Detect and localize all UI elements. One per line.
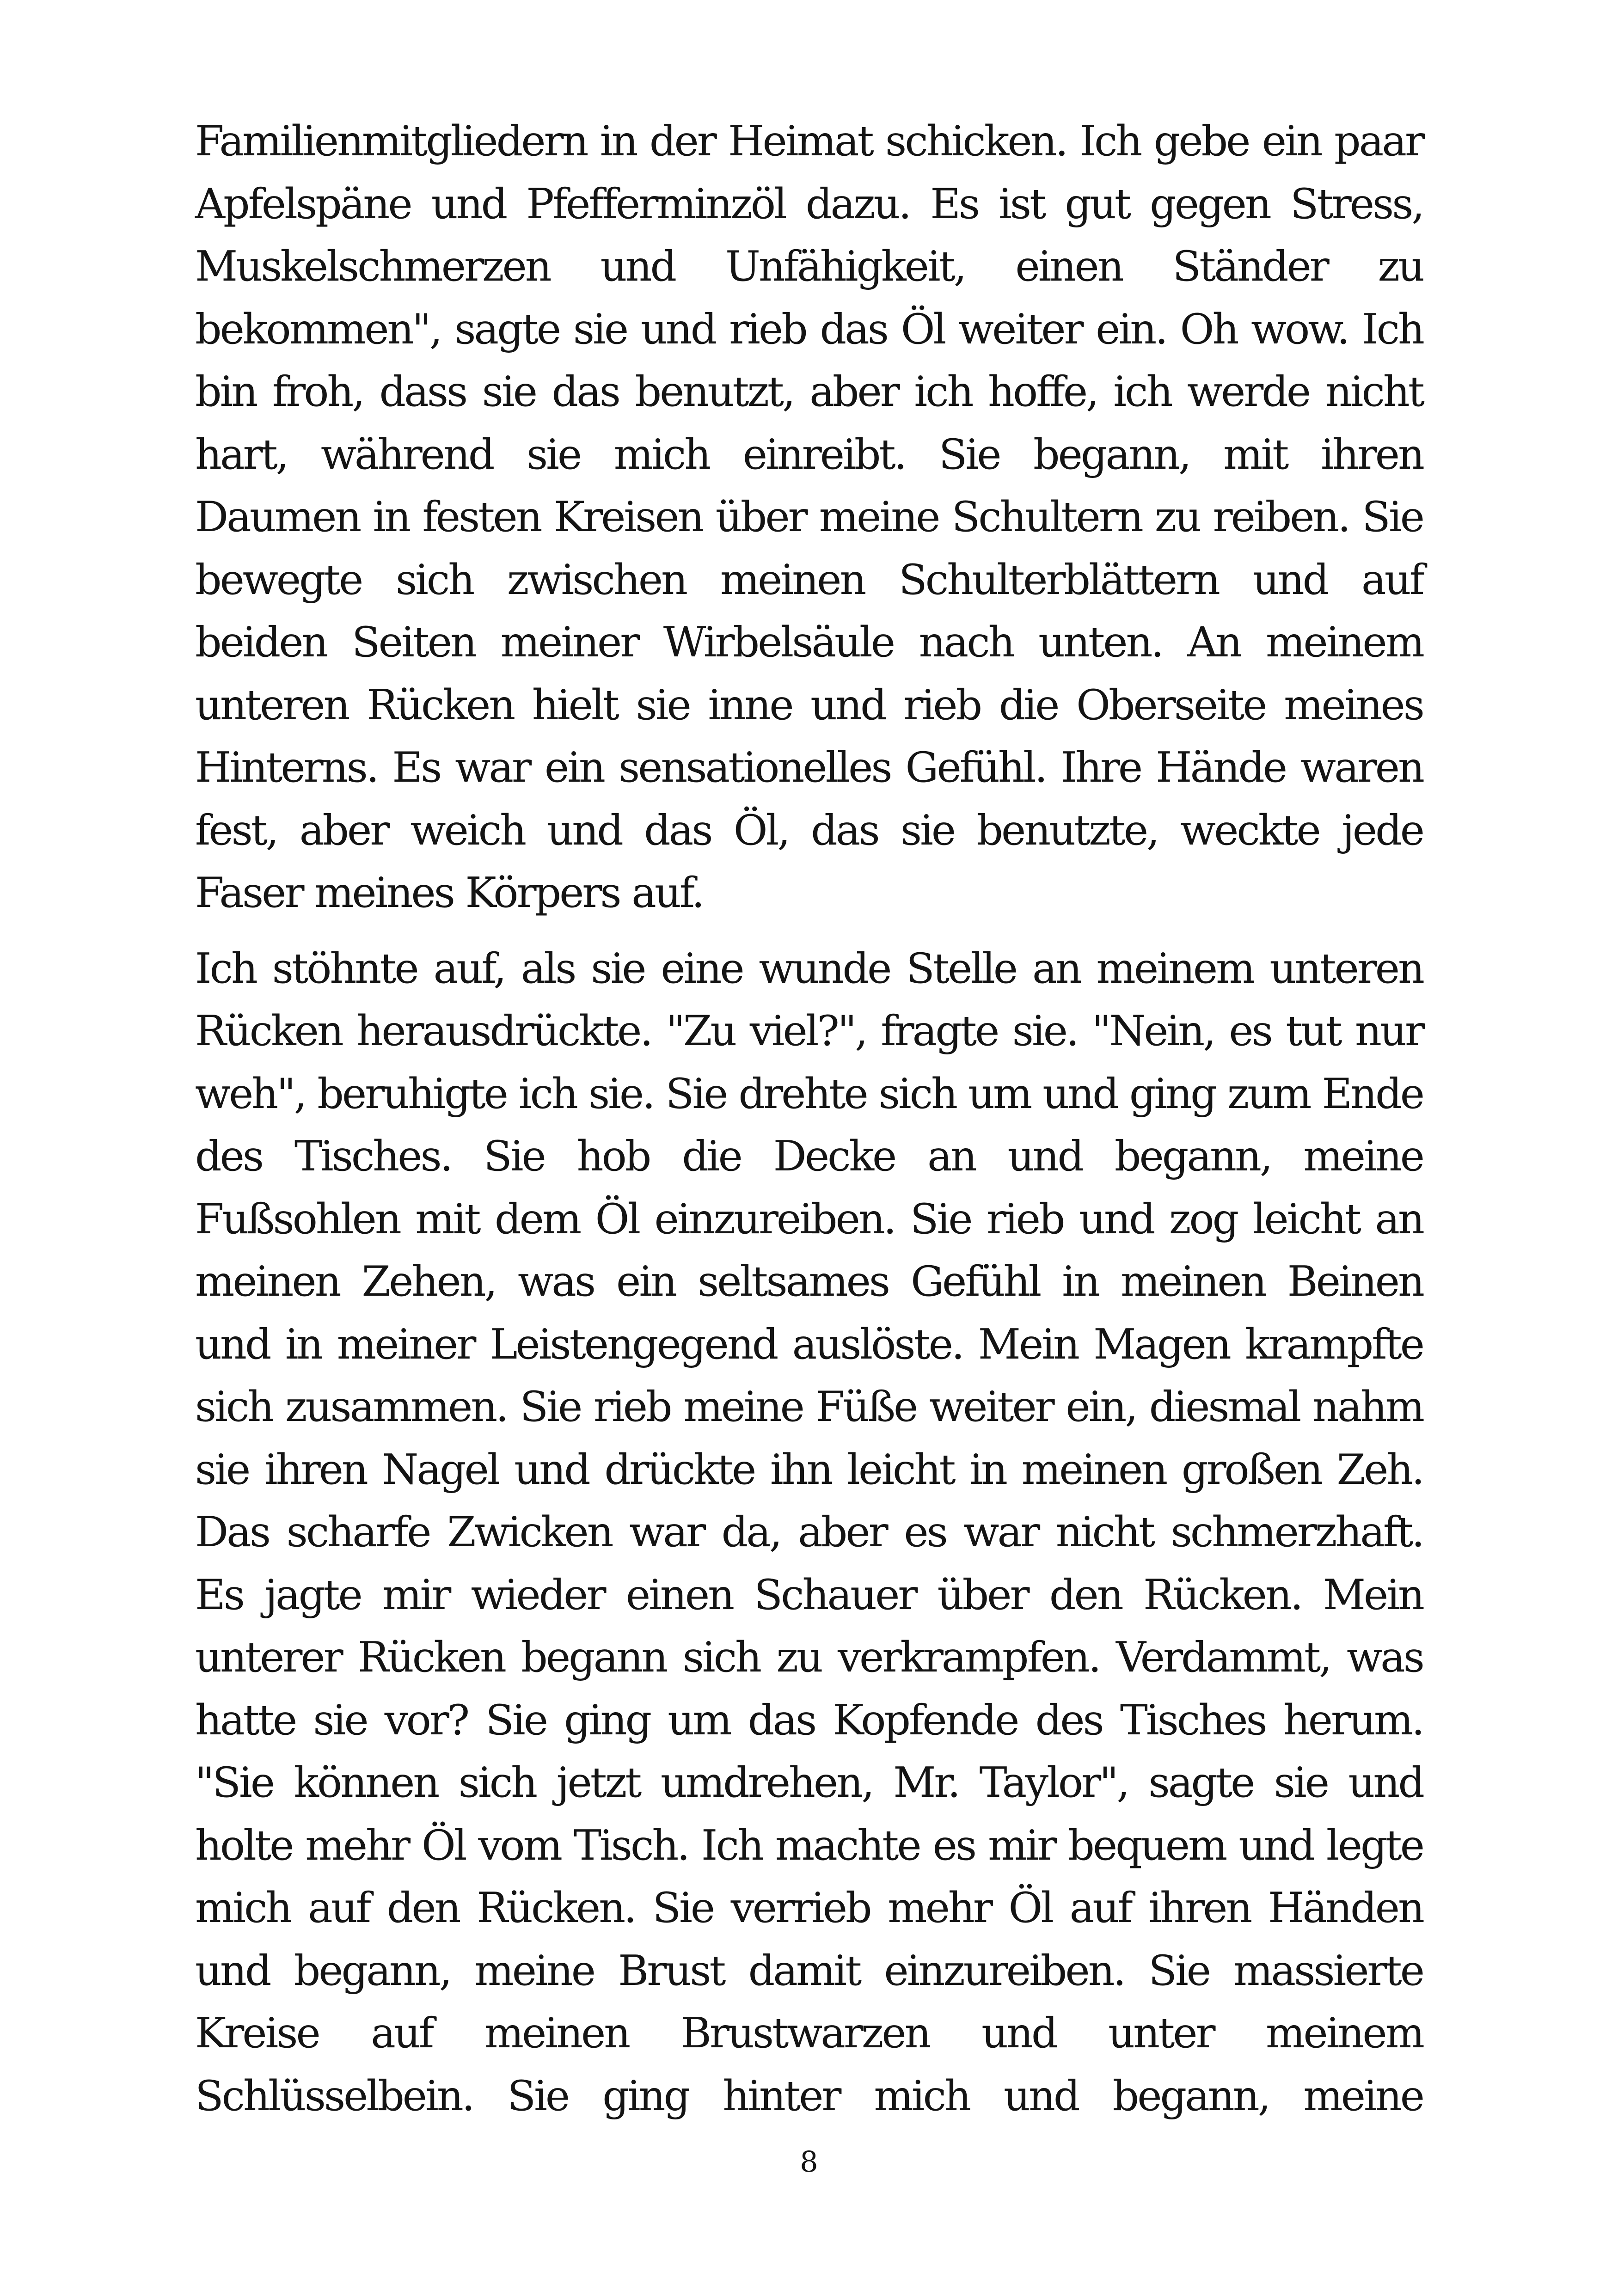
text-line: sie ihren Nagel und drückte ihn leicht in meinen großen Zeh. bbox=[195, 1445, 1423, 1494]
text-line: Faser meines Körpers auf. bbox=[195, 869, 703, 917]
text-line: Rücken herausdrückte. "Zu viel?", fragte sie. "Nein, es tut nur bbox=[195, 1007, 1423, 1055]
text-line: Kreise auf meinen Brustwarzen und unter meinem bbox=[195, 2009, 1423, 2057]
text-line: Es jagte mir wieder einen Schauer über den Rücken. Mein bbox=[195, 1570, 1423, 1619]
text-line: weh", beruhigte ich sie. Sie drehte sich um und ging zum Ende bbox=[195, 1069, 1423, 1118]
text-line: "Sie können sich jetzt umdrehen, Mr. Taylor", sagte sie und bbox=[195, 1758, 1423, 1807]
text-line: beiden Seiten meiner Wirbelsäule nach unten. An meinem bbox=[195, 618, 1423, 667]
text-line: hatte sie vor? Sie ging um das Kopfende des Tisches herum. bbox=[195, 1696, 1423, 1745]
text-line: bewegte sich zwischen meinen Schulterblättern und auf bbox=[195, 555, 1423, 604]
text-line: Ich stöhnte auf, als sie eine wunde Stelle an meinem unteren bbox=[195, 944, 1423, 993]
text-line: unterer Rücken begann sich zu verkrampfen. Verdammt, was bbox=[195, 1633, 1423, 1682]
text-line: Schlüsselbein. Sie ging hinter mich und begann, meine bbox=[195, 2071, 1423, 2120]
text-line: holte mehr Öl vom Tisch. Ich machte es mir bequem und legte bbox=[195, 1821, 1423, 1870]
text-line: Daumen in festen Kreisen über meine Schultern zu reiben. Sie bbox=[195, 493, 1423, 541]
text-line: Hinterns. Es war ein sensationelles Gefühl. Ihre Hände waren bbox=[195, 743, 1423, 792]
text-line: hart, während sie mich einreibt. Sie begann, mit ihren bbox=[195, 430, 1423, 479]
paragraph-1 bbox=[195, 110, 1423, 925]
text-line: und in meiner Leistengegend auslöste. Mein Magen krampfte bbox=[195, 1320, 1423, 1369]
text-line: Muskelschmerzen und Unfähigkeit, einen Ständer zu bbox=[195, 242, 1423, 291]
page-number: 8 bbox=[800, 2145, 818, 2179]
text-line: bin froh, dass sie das benutzt, aber ich hoffe, ich werde nicht bbox=[195, 367, 1423, 416]
text-line: Das scharfe Zwicken war da, aber es war nicht schmerzhaft. bbox=[195, 1508, 1423, 1556]
text-line: Familienmitgliedern in der Heimat schicken. Ich gebe ein paar bbox=[195, 117, 1423, 165]
paragraph-2 bbox=[195, 937, 1423, 2128]
text-line: meinen Zehen, was ein seltsames Gefühl in meinen Beinen bbox=[195, 1257, 1423, 1306]
text-line: mich auf den Rücken. Sie verrieb mehr Öl auf ihren Händen bbox=[195, 1884, 1423, 1932]
text-line: Fußsohlen mit dem Öl einzureiben. Sie rieb und zog leicht an bbox=[195, 1194, 1423, 1243]
text-line: des Tisches. Sie hob die Decke an und begann, meine bbox=[195, 1132, 1423, 1181]
text-line: sich zusammen. Sie rieb meine Füße weiter ein, diesmal nahm bbox=[195, 1383, 1423, 1431]
text-line: bekommen", sagte sie und rieb das Öl weiter ein. Oh wow. Ich bbox=[195, 305, 1423, 354]
text-line: fest, aber weich und das Öl, das sie benutzte, weckte jede bbox=[195, 806, 1423, 855]
text-line: Apfelspäne und Pfefferminzöl dazu. Es ist gut gegen Stress, bbox=[195, 179, 1423, 228]
body-text bbox=[195, 110, 1423, 2127]
text-line: und begann, meine Brust damit einzureiben. Sie massierte bbox=[195, 1946, 1423, 1995]
text-line: unteren Rücken hielt sie inne und rieb die Oberseite meines bbox=[195, 680, 1423, 729]
